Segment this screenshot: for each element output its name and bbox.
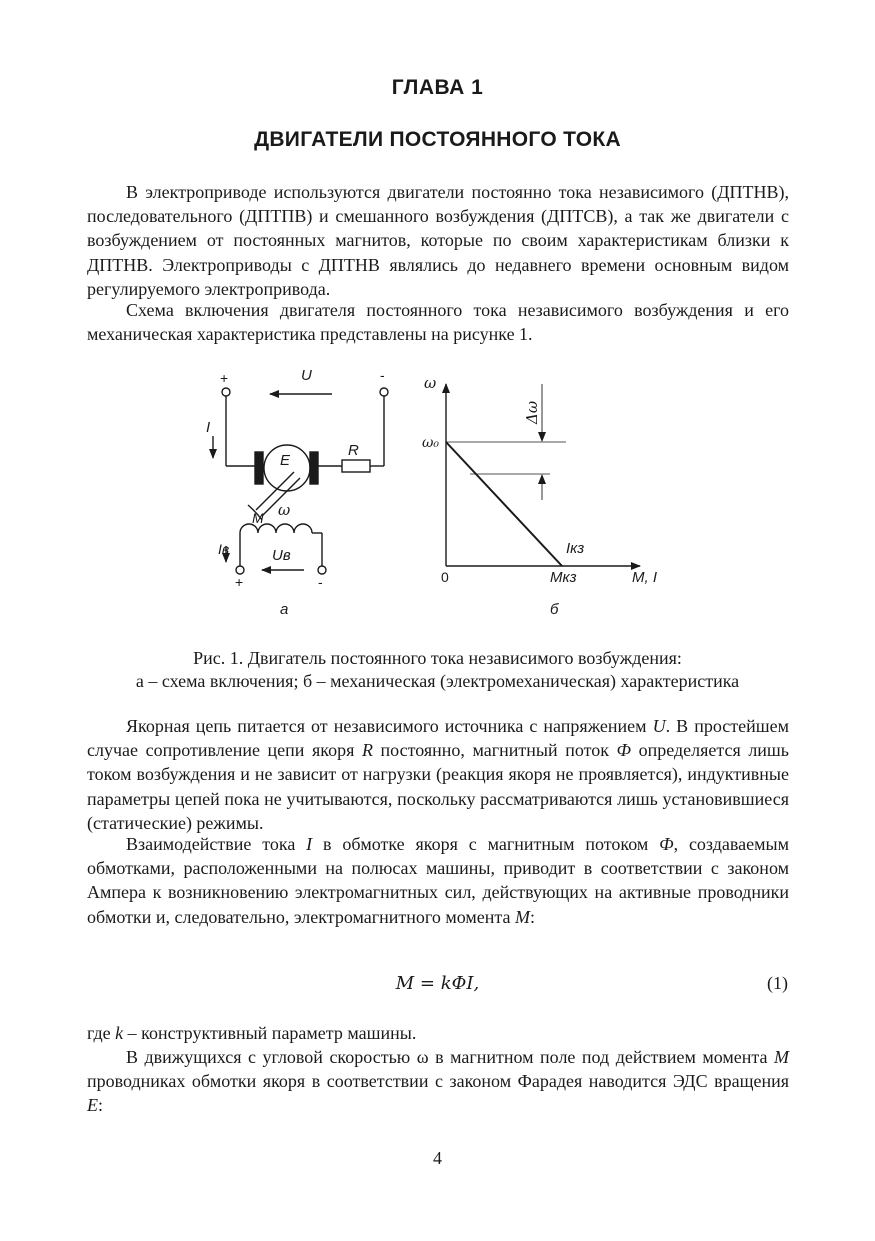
characteristic-line [446, 442, 562, 566]
label-m: M [252, 510, 264, 526]
terminal-minus-bottom [318, 566, 326, 574]
figure-caption-line1: Рис. 1. Двигатель постоянного тока независимого возбуждения: [193, 648, 682, 668]
label-r: R [348, 442, 359, 459]
label-iv: Iв [218, 541, 230, 557]
label-subfigure-b: б [550, 601, 559, 618]
resistor-r [342, 460, 370, 472]
field-winding [240, 524, 312, 533]
page-number: 4 [433, 1148, 442, 1168]
terminal-minus-top [380, 388, 388, 396]
label-plus-bottom: + [235, 574, 244, 590]
label-zero: 0 [441, 569, 449, 585]
formula-1-number: (1) [767, 973, 788, 993]
brush-right [310, 452, 318, 484]
paragraph-where-k: где k – конструктивный параметр машины. [87, 1023, 417, 1043]
characteristic-chart [446, 384, 640, 566]
chapter-title: ДВИГАТЕЛИ ПОСТОЯННОГО ТОКА [254, 128, 621, 151]
label-plus-top: + [220, 370, 229, 386]
label-minus-bottom: - [318, 574, 323, 590]
label-u: U [301, 367, 312, 384]
circuit-diagram [213, 388, 388, 574]
formula-1: M = kΦI, [395, 973, 480, 994]
terminal-plus-top [222, 388, 230, 396]
paragraph-armature: Якорная цепь питается от независимого источника с напряжением U. В простейшем случае сопротивление цепи якоря R постоянно, магнитный поток Ф определяется лишь током возбуждения и не зависит от нагрузки (реакция якоря не проявляется), индуктивные параметры цепей пока не учитываются, поскольку рассматриваются лишь установившиеся (статические) режимы. [87, 716, 789, 833]
label-omega-axis: ω [424, 374, 437, 392]
terminal-plus-bottom [236, 566, 244, 574]
paragraph-interaction: Взаимодействие тока I в обмотке якоря с магнитным потоком Ф, создаваемым обмотками, расположенными на полюсах машины, приводит в соответствии с законом Ампера к возникновению электромагнитных сил, действующих на активные проводники обмотки и, следовательно, электромагнитного момента M: [87, 834, 789, 927]
label-i: I [206, 419, 211, 436]
label-omega0: ω₀ [422, 435, 440, 451]
label-delta-omega: Δω [523, 400, 541, 424]
paragraph-intro: В электроприводе используются двигатели постоянно тока независимого (ДПТНВ), последовательного (ДПТПВ) и смешанного возбуждения (ДПТСВ), а так же двигатели с возбуждением от постоянных магнитов, которые по своим характеристикам близки к ДПТНВ. Электроприводы с ДПТНВ являлись до недавнего времени основным видом регулируемого электропривода. [87, 182, 789, 299]
label-omega-motor: ω [278, 501, 291, 519]
figure-caption-line2: а – схема включения; б – механическая (электромеханическая) характеристика [135, 671, 740, 691]
paragraph-faraday: В движущихся с угловой скоростью ω в магнитном поле под действием момента M проводниках обмотки якоря в соответствии с законом Фарадея наводится ЭДС вращения E: [87, 1047, 789, 1116]
label-x-axis: M, I [632, 569, 657, 586]
brush-left [255, 452, 263, 484]
chapter-heading: ГЛАВА 1 [391, 76, 484, 99]
label-uv: Uв [272, 547, 291, 564]
label-subfigure-a: а [280, 601, 289, 618]
label-ikz: Iкз [566, 540, 585, 557]
label-minus-top: - [380, 367, 385, 383]
label-mkz: Mкз [550, 569, 577, 586]
label-e: E [280, 452, 291, 469]
paragraph-scheme-ref: Схема включения двигателя постоянного тока независимого возбуждения и его механическая характеристика представлены на рисунке 1. [87, 300, 789, 345]
